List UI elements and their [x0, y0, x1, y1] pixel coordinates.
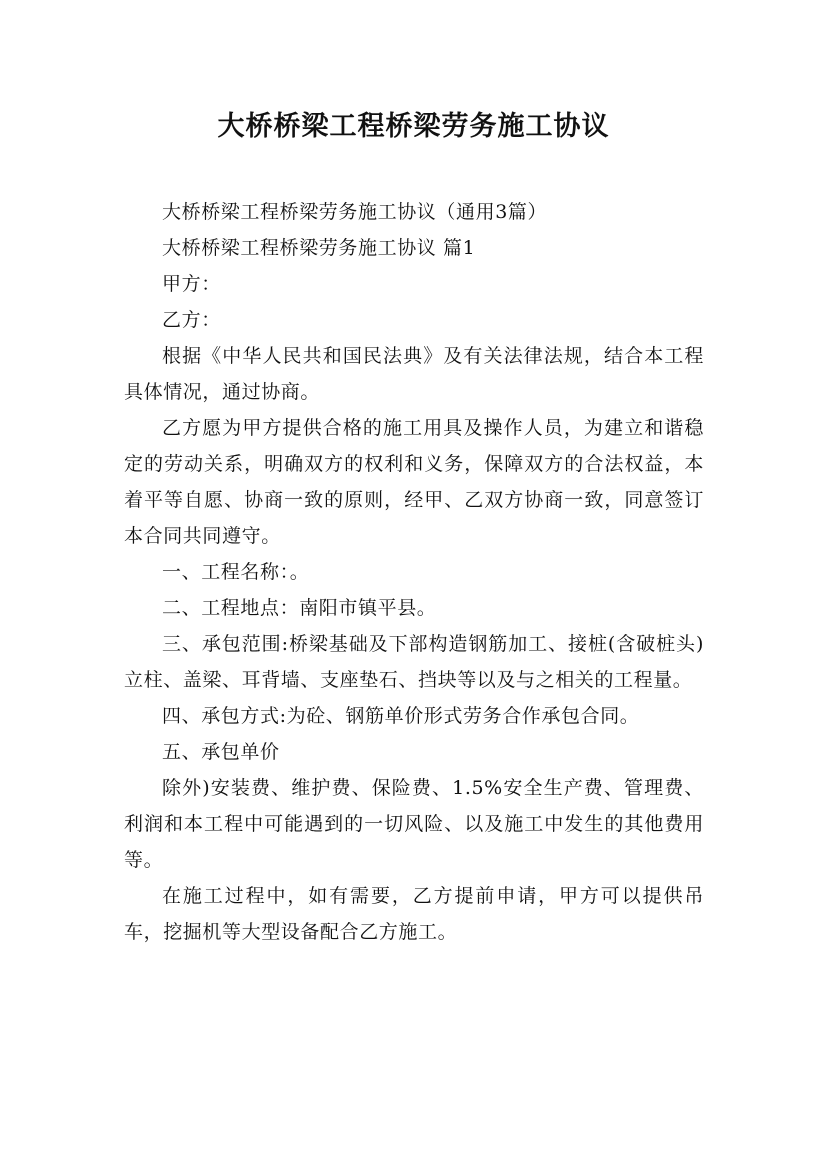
- paragraph-project-name: 一、工程名称：。: [162, 561, 310, 583]
- paragraph-section-heading: 大桥桥梁工程桥梁劳务施工协议 篇1: [162, 237, 476, 259]
- paragraph-fees: 除外)安装费、维护费、保险费、1.5%安全生产费、管理费、利润和本工程中可能遇到的一切风险、以及施工中发生的其他费用等。: [124, 777, 704, 871]
- document-title: 大桥桥梁工程桥梁劳务施工协议: [217, 111, 610, 142]
- paragraph-unit-price: 五、承包单价: [162, 741, 280, 763]
- paragraph-contract-scope: 三、承包范围:桥梁基础及下部构造钢筋加工、接桩(含破桩头)立柱、盖梁、耳背墙、支座垫石、挡块等以及与之相关的工程量。: [124, 633, 704, 691]
- paragraph-project-location: 二、工程地点：南阳市镇平县。: [162, 597, 437, 619]
- document-body: [124, 194, 704, 950]
- paragraph-party-b: 乙方：: [162, 309, 221, 331]
- paragraph-subtitle: 大桥桥梁工程桥梁劳务施工协议（通用3篇）: [162, 201, 548, 223]
- paragraph-legal-basis: 根据《中华人民共和国民法典》及有关法律法规，结合本工程具体情况，通过协商。: [124, 345, 704, 403]
- paragraph-party-a: 甲方：: [162, 273, 221, 295]
- paragraph-agreement-purpose: 乙方愿为甲方提供合格的施工用具及操作人员，为建立和谐稳定的劳动关系，明确双方的权利和义务，保障双方的合法权益，本着平等自愿、协商一致的原则，经甲、乙双方协商一致，同意签订本合同共同遵守。: [124, 417, 704, 547]
- paragraph-contract-method: 四、承包方式:为砼、钢筋单价形式劳务合作承包合同。: [162, 705, 640, 727]
- paragraph-equipment: 在施工过程中，如有需要，乙方提前申请，甲方可以提供吊车，挖掘机等大型设备配合乙方施工。: [124, 885, 704, 943]
